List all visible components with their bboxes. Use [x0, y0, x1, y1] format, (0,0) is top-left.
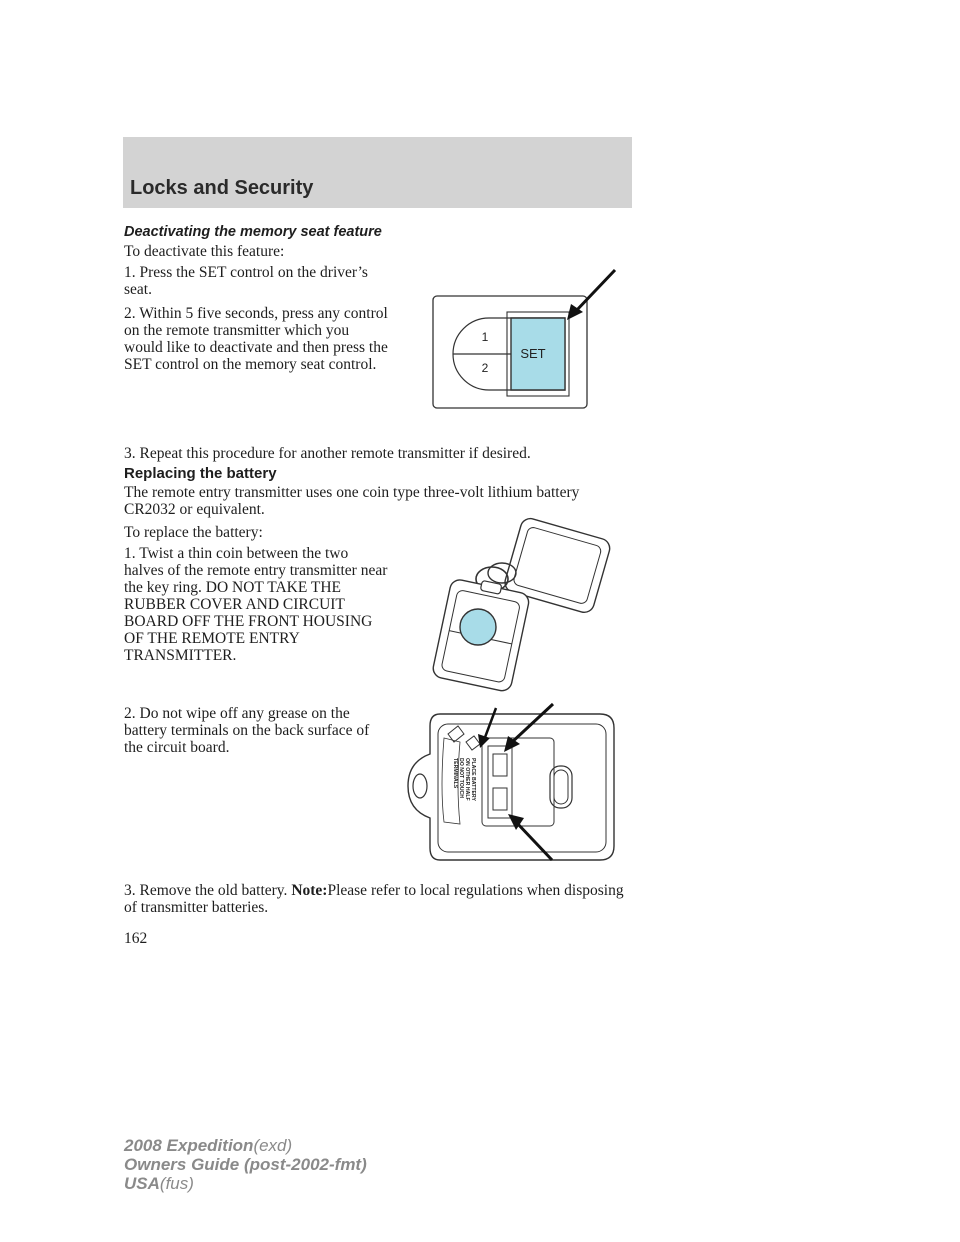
circuit-board-figure [400, 698, 620, 866]
board-label-line-3: DO NOT TOUCH [458, 758, 464, 798]
battery-intro: The remote entry transmitter uses one coin type three-volt lithium battery CR2032 or equivalent. [124, 484, 580, 518]
section-title: Locks and Security [130, 177, 314, 199]
memory-button-1-label: 1 [481, 330, 489, 344]
memory-intro: To deactivate this feature: [124, 243, 285, 260]
memory-button-2-label: 2 [481, 361, 489, 375]
set-control-figure [425, 262, 625, 412]
memory-step-1: 1. Press the SET control on the driver’s seat. [124, 264, 368, 298]
battery-step-2: 2. Do not wipe off any grease on the battery terminals on the back surface of the circuit board. [124, 705, 370, 756]
footer [124, 1136, 367, 1193]
memory-heading: Deactivating the memory seat feature [124, 224, 382, 240]
memory-step-3: 3. Repeat this procedure for another remote transmitter if desired. [124, 445, 531, 462]
battery-to-replace: To replace the battery: [124, 524, 263, 541]
battery-step-1: 1. Twist a thin coin between the two halves of the remote entry transmitter near the key ring. DO NOT TAKE THE RUBBER COVER AND CIRCUIT BOARD OFF THE FRONT HOUSING OF THE REMOTE ENTRY TRANSMITTER. [124, 545, 388, 664]
board-label-line-1: PLACE BATTERY [470, 758, 476, 801]
board-label-line-2: ON OTHER HALF [464, 758, 470, 801]
section-header [123, 137, 632, 208]
battery-step-3 [124, 882, 624, 916]
memory-step-2: 2. Within 5 five seconds, press any control on the remote transmitter which you would like to deactivate and then press the SET control on the memory seat control. [124, 305, 388, 373]
battery-step-3-text: 3. Remove the old battery. [124, 882, 288, 899]
transmitter-figure [420, 515, 620, 695]
battery-coin-icon [460, 609, 496, 645]
footer-line-3: USA(fus) [124, 1174, 194, 1193]
footer-line-2: Owners Guide (post-2002-fmt) [124, 1155, 367, 1174]
footer-line-1: 2008 Expedition(exd) [124, 1136, 293, 1155]
battery-heading: Replacing the battery [124, 465, 277, 482]
note-text: Please refer to local regulations when disposing of transmitter batteries. [124, 882, 624, 916]
note-label: Note: [291, 882, 328, 899]
page-number: 162 [124, 930, 148, 947]
board-label-line-4: TERMINALS [452, 758, 458, 789]
set-button-label: SET [520, 346, 546, 361]
